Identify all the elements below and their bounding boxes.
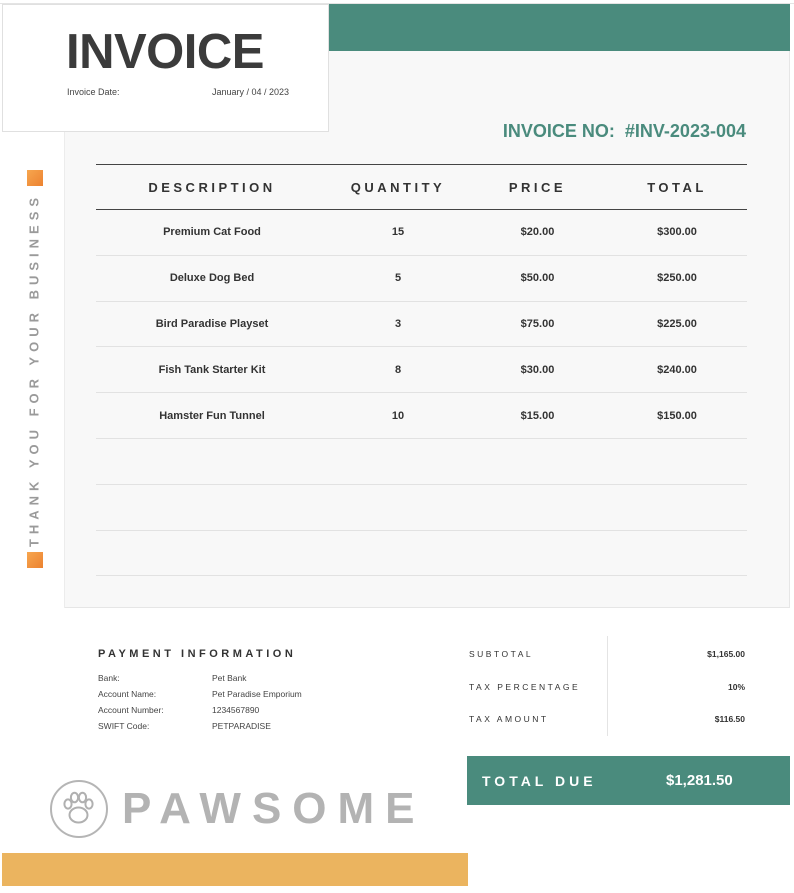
subtotal-label: SUBTOTAL (469, 649, 534, 659)
item-quantity: 3 (394, 317, 402, 330)
tax-amount-label: TAX AMOUNT (469, 714, 549, 724)
payment-info-title: PAYMENT INFORMATION (98, 648, 297, 660)
brand-name: PAWSOME (122, 784, 426, 833)
account-name-label: Account Name: (98, 689, 157, 699)
account-number-label: Account Number: (98, 705, 164, 715)
summary-divider (607, 636, 608, 736)
invoice-number (503, 121, 746, 142)
table-header (96, 164, 747, 210)
payment-info (98, 673, 302, 737)
invoice-date-label: Invoice Date: (67, 87, 120, 97)
payment-row-account-number (98, 705, 302, 721)
total-due-value: $1,281.50 (666, 772, 733, 789)
table-row (96, 393, 747, 439)
table-row (96, 347, 747, 393)
empty-table-row (96, 485, 747, 531)
column-header-quantity: QUANTITY (350, 179, 446, 195)
items-table (96, 164, 747, 576)
footer-accent-bar (2, 853, 468, 886)
bank-value: Pet Bank (212, 673, 247, 683)
subtotal-value: $1,165.00 (707, 649, 745, 659)
invoice-number-value: #INV-2023-004 (624, 121, 746, 141)
thank-you-text: THANK YOU FOR YOUR BUSINESS (26, 192, 42, 548)
total-due-box (467, 756, 790, 805)
item-quantity: 15 (391, 226, 405, 239)
column-header-description: DESCRIPTION (148, 179, 276, 195)
item-total: $150.00 (657, 409, 697, 422)
paw-icon (50, 780, 108, 838)
table-row (96, 302, 747, 348)
item-quantity: 10 (391, 409, 405, 422)
account-number-value: 1234567890 (212, 705, 260, 715)
item-total: $250.00 (657, 272, 697, 285)
item-price: $50.00 (520, 272, 555, 285)
empty-table-row (96, 439, 747, 485)
item-description: Bird Paradise Playset (155, 317, 269, 330)
column-header-total: TOTAL (647, 179, 707, 195)
item-quantity: 8 (394, 363, 402, 376)
tax-percentage-label: TAX PERCENTAGE (469, 682, 581, 692)
total-due-label: TOTAL DUE (482, 773, 597, 789)
item-total: $225.00 (657, 317, 697, 330)
item-description: Fish Tank Starter Kit (158, 363, 266, 376)
item-price: $75.00 (520, 317, 555, 330)
item-price: $20.00 (520, 226, 555, 239)
item-total: $240.00 (657, 363, 697, 376)
item-price: $15.00 (520, 409, 555, 422)
item-description: Deluxe Dog Bed (169, 272, 255, 285)
orange-square-icon (27, 170, 43, 186)
account-name-value: Pet Paradise Emporium (212, 689, 302, 699)
bank-label: Bank: (98, 673, 120, 683)
item-total: $300.00 (657, 226, 697, 239)
column-header-price: PRICE (508, 179, 567, 195)
orange-square-icon (27, 552, 43, 568)
empty-table-row (96, 531, 747, 577)
invoice-date-value: January / 04 / 2023 (212, 87, 290, 97)
payment-row-bank (98, 673, 302, 689)
table-row (96, 256, 747, 302)
payment-row-swift (98, 721, 302, 737)
item-description: Premium Cat Food (163, 226, 261, 239)
invoice-number-label: INVOICE NO: (502, 121, 615, 141)
item-description: Hamster Fun Tunnel (159, 409, 265, 422)
swift-label: SWIFT Code: (98, 721, 150, 731)
item-quantity: 5 (394, 272, 402, 285)
page-title: INVOICE (66, 25, 264, 79)
tax-amount-value: $116.50 (714, 714, 745, 724)
paw-icon-graphic (52, 782, 105, 835)
item-price: $30.00 (520, 363, 555, 376)
payment-row-account-name (98, 689, 302, 705)
header-accent-bar (329, 4, 790, 51)
swift-value: PETPARADISE (212, 721, 271, 731)
tax-percentage-value: 10% (727, 682, 745, 692)
table-row (96, 210, 747, 256)
